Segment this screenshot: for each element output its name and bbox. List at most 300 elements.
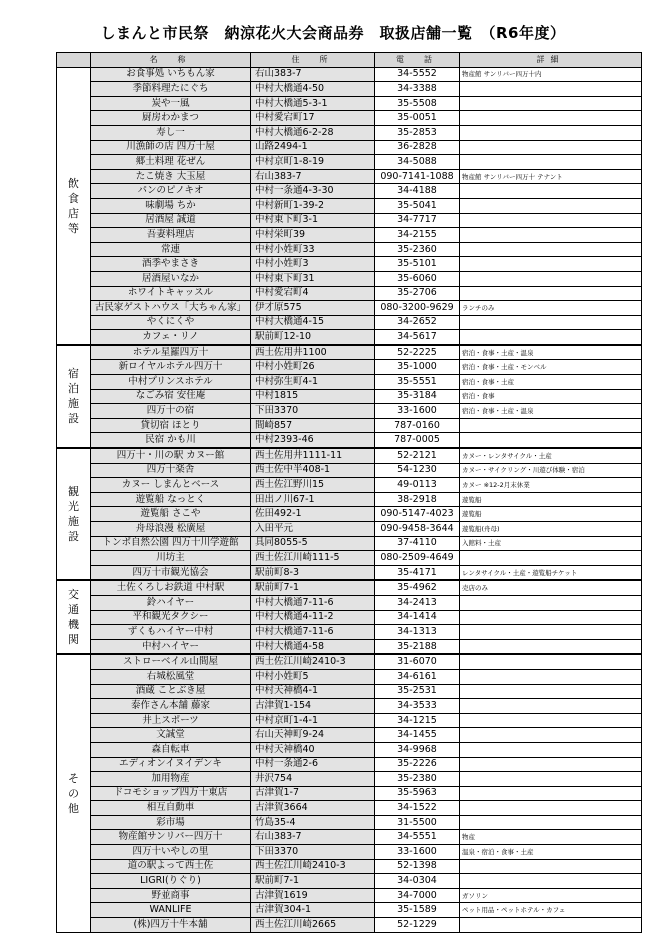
store-phone: 54-1230 <box>375 463 460 478</box>
store-detail <box>460 433 642 448</box>
table-row <box>57 610 642 625</box>
header-detail: 詳細 <box>460 53 642 68</box>
table-row <box>57 315 642 330</box>
category-label: 観光施設 <box>57 448 91 580</box>
store-address: 右山383-7 <box>251 169 375 184</box>
store-phone: 36-2828 <box>375 140 460 155</box>
store-detail <box>460 713 642 728</box>
store-name: 酒季やまさき <box>91 257 251 272</box>
store-address: 中村栄町39 <box>251 228 375 243</box>
store-detail: 宿泊・食事・土産・モンベル <box>460 360 642 375</box>
store-address: 駅前町8-3 <box>251 565 375 580</box>
store-detail: 宿泊・食事 <box>460 389 642 404</box>
store-detail <box>460 669 642 684</box>
store-address: 中村2393-46 <box>251 433 375 448</box>
store-name: 四万十の宿 <box>91 404 251 419</box>
table-row <box>57 184 642 199</box>
store-detail: 売店のみ <box>460 580 642 595</box>
store-address: 西土佐江野川15 <box>251 478 375 493</box>
store-detail: 宿泊・食事・土産・温泉 <box>460 404 642 419</box>
category-label: 交通機関 <box>57 580 91 654</box>
store-name: パンのピノキオ <box>91 184 251 199</box>
store-detail <box>460 418 642 433</box>
store-phone: 34-9968 <box>375 742 460 757</box>
store-detail: ランチのみ <box>460 301 642 316</box>
table-row <box>57 684 642 699</box>
store-detail <box>460 684 642 699</box>
store-detail <box>460 757 642 772</box>
store-phone: 33-1600 <box>375 404 460 419</box>
table-row <box>57 360 642 375</box>
store-phone: 34-2413 <box>375 595 460 610</box>
store-address: 中村大橋通4-15 <box>251 315 375 330</box>
store-phone: 33-1600 <box>375 845 460 860</box>
store-name: 味劇場 ちか <box>91 198 251 213</box>
store-address: 中村大橋通5-3-1 <box>251 96 375 111</box>
store-address: 伊才原575 <box>251 301 375 316</box>
page-title: しまんと市民祭 納涼花火大会商品券 取扱店舗一覧 （R6年度） <box>100 24 566 42</box>
table-header-row <box>57 53 642 68</box>
store-name: 居酒屋 誠道 <box>91 213 251 228</box>
store-table <box>56 52 642 933</box>
store-address: 中村1815 <box>251 389 375 404</box>
store-name: 常連 <box>91 242 251 257</box>
store-phone: 090-7141-1088 <box>375 169 460 184</box>
store-name: ホワイトキャッスル <box>91 286 251 301</box>
store-phone: 34-0304 <box>375 874 460 889</box>
store-address: 中村弥生町4-1 <box>251 375 375 390</box>
table-row <box>57 228 642 243</box>
store-address: 駅前町7-1 <box>251 580 375 595</box>
table-row <box>57 213 642 228</box>
store-detail <box>460 111 642 126</box>
store-detail <box>460 330 642 345</box>
table-row <box>57 874 642 889</box>
table-row <box>57 595 642 610</box>
store-detail <box>460 815 642 830</box>
store-phone: 090-9458-3644 <box>375 522 460 537</box>
store-name: 中村プリンスホテル <box>91 375 251 390</box>
store-phone: 080-2509-4649 <box>375 551 460 566</box>
store-name: カフェ・リノ <box>91 330 251 345</box>
table-row <box>57 478 642 493</box>
store-address: 井沢754 <box>251 772 375 787</box>
store-address: 中村大橋通4-11-2 <box>251 610 375 625</box>
store-phone: 35-2706 <box>375 286 460 301</box>
store-detail: 宿泊・食事・土産・温泉 <box>460 345 642 360</box>
store-name: 道の駅よって西土佐 <box>91 859 251 874</box>
store-phone: 35-2360 <box>375 242 460 257</box>
store-detail <box>460 654 642 669</box>
store-detail <box>460 228 642 243</box>
store-address: 古津賀3664 <box>251 801 375 816</box>
table-row <box>57 580 642 595</box>
store-detail <box>460 198 642 213</box>
store-address: 西土佐江川崎2410-3 <box>251 654 375 669</box>
store-name: 季節料理たにぐち <box>91 82 251 97</box>
table-row <box>57 699 642 714</box>
store-detail <box>460 874 642 889</box>
table-row <box>57 404 642 419</box>
store-name: 野並商事 <box>91 888 251 903</box>
store-name: 相互自動車 <box>91 801 251 816</box>
store-phone: 34-2155 <box>375 228 460 243</box>
table-row <box>57 286 642 301</box>
store-address: 中村小姓町3 <box>251 257 375 272</box>
header-address: 住 所 <box>251 53 375 68</box>
table-row <box>57 815 642 830</box>
store-detail <box>460 610 642 625</box>
store-phone: 35-4171 <box>375 565 460 580</box>
store-address: 中村東下町31 <box>251 271 375 286</box>
header-category <box>57 53 91 68</box>
table-row <box>57 301 642 316</box>
store-address: 中村小姓町26 <box>251 360 375 375</box>
store-name: 民宿 かも川 <box>91 433 251 448</box>
store-address: 右山383-7 <box>251 830 375 845</box>
table-row <box>57 845 642 860</box>
store-name: 泰作さん本舗 藤家 <box>91 699 251 714</box>
store-name: ストローベイル山間屋 <box>91 654 251 669</box>
store-address: 中村愛宕町17 <box>251 111 375 126</box>
store-phone: 35-5963 <box>375 786 460 801</box>
store-phone: 52-2121 <box>375 448 460 463</box>
header-phone: 電 話 <box>375 53 460 68</box>
table-row <box>57 625 642 640</box>
store-name: 中村ハイヤー <box>91 639 251 654</box>
store-detail: 物産館 サンリバー四万十 テナント <box>460 169 642 184</box>
store-phone: 34-5088 <box>375 155 460 170</box>
store-detail <box>460 286 642 301</box>
table-row <box>57 82 642 97</box>
store-address: 西土佐江川崎2665 <box>251 918 375 933</box>
store-address: 中村天神橋4-1 <box>251 684 375 699</box>
store-detail <box>460 271 642 286</box>
store-phone: 37-4110 <box>375 536 460 551</box>
store-address: 駅前町7-1 <box>251 874 375 889</box>
store-address: 西土佐用井1100 <box>251 345 375 360</box>
store-address: 中村大橋通4-50 <box>251 82 375 97</box>
store-name: 文誠堂 <box>91 728 251 743</box>
store-detail: 遊覧船(舟母) <box>460 522 642 537</box>
store-phone: 52-2225 <box>375 345 460 360</box>
store-address: 中村天神橋40 <box>251 742 375 757</box>
store-address: 右山天神町9-24 <box>251 728 375 743</box>
store-name: 川坊主 <box>91 551 251 566</box>
store-phone: 34-5552 <box>375 67 460 82</box>
store-address: 入田平元 <box>251 522 375 537</box>
store-phone: 52-1398 <box>375 859 460 874</box>
store-name: 貸切宿 ほとり <box>91 418 251 433</box>
store-detail <box>460 551 642 566</box>
store-address: 中村京町1-8-19 <box>251 155 375 170</box>
table-row <box>57 801 642 816</box>
store-name: 炭や一風 <box>91 96 251 111</box>
table-row <box>57 140 642 155</box>
store-detail: カヌー ※12-2月末休業 <box>460 478 642 493</box>
store-address: 竹島35-4 <box>251 815 375 830</box>
store-name: 吾妻料理店 <box>91 228 251 243</box>
table-row <box>57 198 642 213</box>
store-phone: 35-3184 <box>375 389 460 404</box>
store-name: 物産館サンリバー四万十 <box>91 830 251 845</box>
store-address: 中村小姓町33 <box>251 242 375 257</box>
store-address: 古津賀1-154 <box>251 699 375 714</box>
store-detail <box>460 96 642 111</box>
table-row <box>57 271 642 286</box>
store-address: 駅前町12-10 <box>251 330 375 345</box>
store-name: 新ロイヤルホテル四万十 <box>91 360 251 375</box>
store-name: 四万十いやしの里 <box>91 845 251 860</box>
store-phone: 31-5500 <box>375 815 460 830</box>
store-phone: 787-0005 <box>375 433 460 448</box>
table-row <box>57 448 642 463</box>
store-detail <box>460 742 642 757</box>
store-name: 加用物産 <box>91 772 251 787</box>
store-phone: 35-1000 <box>375 360 460 375</box>
store-phone: 090-5147-4023 <box>375 507 460 522</box>
table-row <box>57 551 642 566</box>
store-detail: 温泉・宿泊・食事・土産 <box>460 845 642 860</box>
store-address: 中村新町1-39-2 <box>251 198 375 213</box>
store-phone: 34-5551 <box>375 830 460 845</box>
store-name: 鈴ハイヤー <box>91 595 251 610</box>
store-detail: 遊覧船 <box>460 507 642 522</box>
table-row <box>57 565 642 580</box>
store-address: 具同8055-5 <box>251 536 375 551</box>
store-name: 厨房わかまつ <box>91 111 251 126</box>
table-row <box>57 728 642 743</box>
store-detail: カヌー・レンタサイクル・土産 <box>460 448 642 463</box>
store-phone: 35-4962 <box>375 580 460 595</box>
store-phone: 34-1414 <box>375 610 460 625</box>
store-phone: 34-5617 <box>375 330 460 345</box>
store-address: 中村大橋通7-11-6 <box>251 625 375 640</box>
header-name: 名 称 <box>91 53 251 68</box>
table-row <box>57 830 642 845</box>
store-phone: 35-2188 <box>375 639 460 654</box>
store-address: 中村小姓町5 <box>251 669 375 684</box>
store-name: 酒蔵 ことぶき屋 <box>91 684 251 699</box>
table-row <box>57 418 642 433</box>
table-row <box>57 67 642 82</box>
table-row <box>57 125 642 140</box>
table-row <box>57 463 642 478</box>
store-address: 田出ノ川67-1 <box>251 492 375 507</box>
store-address: 山路2494-1 <box>251 140 375 155</box>
store-detail <box>460 315 642 330</box>
table-row <box>57 257 642 272</box>
table-row <box>57 111 642 126</box>
store-phone: 35-1589 <box>375 903 460 918</box>
store-detail: ペット用品・ペットホテル・カフェ <box>460 903 642 918</box>
table-row <box>57 772 642 787</box>
store-name: トンボ自然公園 四万十川学遊館 <box>91 536 251 551</box>
store-phone: 52-1229 <box>375 918 460 933</box>
table-row <box>57 859 642 874</box>
store-phone: 787-0160 <box>375 418 460 433</box>
store-detail: ガソリン <box>460 888 642 903</box>
store-address: 中村大橋通7-11-6 <box>251 595 375 610</box>
store-name: 寿し一 <box>91 125 251 140</box>
store-name: 居酒屋いなか <box>91 271 251 286</box>
store-detail <box>460 918 642 933</box>
store-address: 西土佐用井1111-11 <box>251 448 375 463</box>
store-address: 古津賀1619 <box>251 888 375 903</box>
store-name: 四万十・川の駅 カヌー館 <box>91 448 251 463</box>
store-detail: 物産館 サンリバー四万十内 <box>460 67 642 82</box>
table-row <box>57 389 642 404</box>
store-phone: 35-2226 <box>375 757 460 772</box>
table-row <box>57 786 642 801</box>
store-address: 西土佐江川崎2410-3 <box>251 859 375 874</box>
store-name: 遊覧船 さこや <box>91 507 251 522</box>
store-name: お食事処 いちもん家 <box>91 67 251 82</box>
store-phone: 34-3533 <box>375 699 460 714</box>
store-name: カヌー しまんとベース <box>91 478 251 493</box>
store-address: 右山383-7 <box>251 67 375 82</box>
store-phone: 35-5508 <box>375 96 460 111</box>
table-row <box>57 654 642 669</box>
store-address: 中村愛宕町4 <box>251 286 375 301</box>
table-row <box>57 375 642 390</box>
store-name: WANLIFE <box>91 903 251 918</box>
store-phone: 34-7717 <box>375 213 460 228</box>
store-detail <box>460 859 642 874</box>
store-detail <box>460 125 642 140</box>
store-detail: レンタサイクル・土産・遊覧船チケット <box>460 565 642 580</box>
store-detail <box>460 82 642 97</box>
store-name: 彩市場 <box>91 815 251 830</box>
store-address: 中村大橋通6-2-28 <box>251 125 375 140</box>
store-name: 土佐くろしお鉄道 中村駅 <box>91 580 251 595</box>
store-detail <box>460 728 642 743</box>
store-phone: 35-6060 <box>375 271 460 286</box>
table-row <box>57 507 642 522</box>
store-detail <box>460 242 642 257</box>
store-address: 中村大橋通4-58 <box>251 639 375 654</box>
store-phone: 35-0051 <box>375 111 460 126</box>
store-name: ホテル星羅四万十 <box>91 345 251 360</box>
store-phone: 49-0113 <box>375 478 460 493</box>
store-name: やくにくや <box>91 315 251 330</box>
store-detail <box>460 257 642 272</box>
store-detail <box>460 213 642 228</box>
store-name: 森自転車 <box>91 742 251 757</box>
store-phone: 34-2652 <box>375 315 460 330</box>
store-phone: 35-2853 <box>375 125 460 140</box>
store-detail: 物産 <box>460 830 642 845</box>
store-detail <box>460 625 642 640</box>
store-name: 古民家ゲストハウス「大ちゃん家」 <box>91 301 251 316</box>
store-phone: 35-2531 <box>375 684 460 699</box>
store-detail <box>460 699 642 714</box>
store-phone: 34-6161 <box>375 669 460 684</box>
store-name: たこ焼き 大玉屋 <box>91 169 251 184</box>
store-detail <box>460 772 642 787</box>
table-row <box>57 713 642 728</box>
store-phone: 34-4188 <box>375 184 460 199</box>
store-address: 間崎857 <box>251 418 375 433</box>
store-detail: 宿泊・食事・土産 <box>460 375 642 390</box>
store-phone: 34-7000 <box>375 888 460 903</box>
store-address: 古津賀304-1 <box>251 903 375 918</box>
table-row <box>57 536 642 551</box>
store-detail <box>460 786 642 801</box>
table-row <box>57 492 642 507</box>
store-address: 下田3370 <box>251 845 375 860</box>
store-detail: カヌー・サイクリング・川遊び体験・宿泊 <box>460 463 642 478</box>
table-row <box>57 345 642 360</box>
store-name: 舟母浪漫 松廣屋 <box>91 522 251 537</box>
store-detail <box>460 595 642 610</box>
store-phone: 34-3388 <box>375 82 460 97</box>
table-row <box>57 757 642 772</box>
store-detail <box>460 801 642 816</box>
table-row <box>57 155 642 170</box>
store-address: 西土佐中半408-1 <box>251 463 375 478</box>
store-name: 四万十楽舎 <box>91 463 251 478</box>
store-phone: 31-6070 <box>375 654 460 669</box>
store-detail: 遊覧船 <box>460 492 642 507</box>
store-phone: 34-1313 <box>375 625 460 640</box>
category-label: 飲食店等 <box>57 67 91 345</box>
store-detail <box>460 639 642 654</box>
store-detail: 入館料・土産 <box>460 536 642 551</box>
store-phone: 38-2918 <box>375 492 460 507</box>
store-address: 古津賀1-7 <box>251 786 375 801</box>
table-row <box>57 96 642 111</box>
store-address: 佐田492-1 <box>251 507 375 522</box>
store-name: 川漁師の店 四万十屋 <box>91 140 251 155</box>
store-name: ずくもハイヤー中村 <box>91 625 251 640</box>
store-detail <box>460 140 642 155</box>
store-detail <box>460 184 642 199</box>
table-row <box>57 522 642 537</box>
table-row <box>57 669 642 684</box>
table-row <box>57 330 642 345</box>
store-phone: 080-3200-9629 <box>375 301 460 316</box>
table-row <box>57 639 642 654</box>
store-name: LIGRI(りぐり) <box>91 874 251 889</box>
store-phone: 35-5551 <box>375 375 460 390</box>
store-address: 下田3370 <box>251 404 375 419</box>
store-name: (株)四万十牛本舗 <box>91 918 251 933</box>
table-row <box>57 169 642 184</box>
table-row <box>57 888 642 903</box>
store-name: 平和観光タクシー <box>91 610 251 625</box>
store-name: 井上スポーツ <box>91 713 251 728</box>
store-phone: 34-1455 <box>375 728 460 743</box>
store-address: 西土佐江川崎111-5 <box>251 551 375 566</box>
category-label: その他 <box>57 654 91 932</box>
store-address: 中村東下町3-1 <box>251 213 375 228</box>
store-detail <box>460 155 642 170</box>
store-phone: 34-1522 <box>375 801 460 816</box>
store-phone: 35-5101 <box>375 257 460 272</box>
store-name: なごみ宿 安住庵 <box>91 389 251 404</box>
store-name: エディオンイヌイデンキ <box>91 757 251 772</box>
table-row <box>57 242 642 257</box>
store-address: 中村京町1-4-1 <box>251 713 375 728</box>
store-phone: 34-1215 <box>375 713 460 728</box>
table-row <box>57 918 642 933</box>
store-name: 右城松風堂 <box>91 669 251 684</box>
store-address: 中村一条通4-3-30 <box>251 184 375 199</box>
store-address: 中村一条通2-6 <box>251 757 375 772</box>
store-phone: 35-2380 <box>375 772 460 787</box>
table-row <box>57 742 642 757</box>
